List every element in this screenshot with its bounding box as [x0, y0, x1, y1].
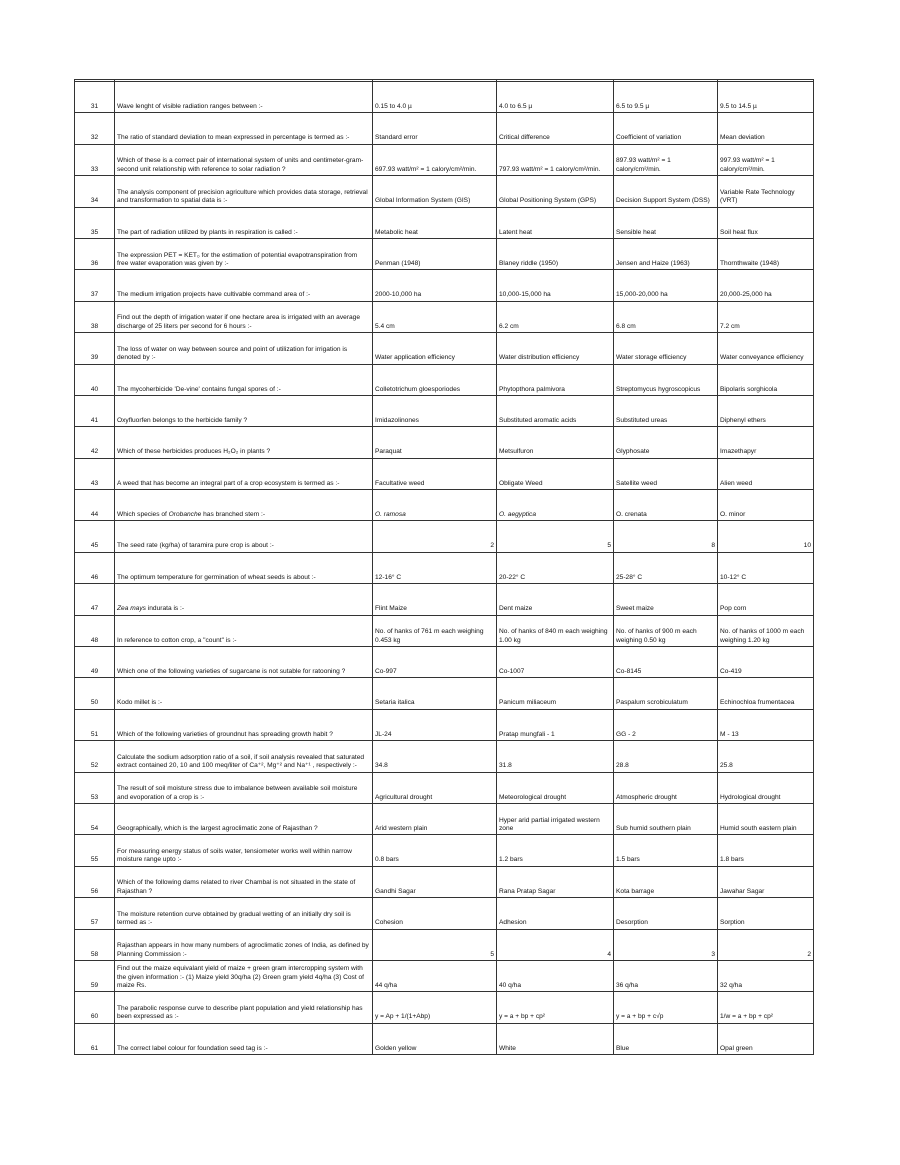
option-a: y = Ap + 1/(1+Abp): [373, 992, 497, 1023]
option-c: O. crenata: [614, 490, 718, 521]
option-a: Setaria italica: [373, 678, 497, 709]
option-c: 15,000-20,000 ha: [614, 270, 718, 301]
question-text: The loss of water on way between source and point of utilization for irrigation is denoted by :-: [115, 333, 373, 364]
question-number: 46: [75, 552, 115, 583]
question-number: 49: [75, 647, 115, 678]
option-d: 10-12° C: [718, 552, 814, 583]
option-b: No. of hanks of 840 m each weighing 1.00 kg: [497, 615, 614, 646]
question-text: The optimum temperature for germination of wheat seeds is about :-: [115, 552, 373, 583]
option-c: Sweet maize: [614, 584, 718, 615]
option-d: 1/w = a + bp + cp²: [718, 992, 814, 1023]
option-a: Paraquat: [373, 427, 497, 458]
table-row: [75, 333, 814, 364]
question-table: [74, 79, 814, 1055]
question-number: 48: [75, 615, 115, 646]
option-b: Meteorological drought: [497, 772, 614, 803]
question-number: 55: [75, 835, 115, 866]
option-c: 25-28° C: [614, 552, 718, 583]
option-b: Global Positioning System (GPS): [497, 176, 614, 207]
option-b: 6.2 cm: [497, 301, 614, 332]
option-b: Substituted aromatic acids: [497, 395, 614, 426]
question-text: Which of these herbicides produces H₂O₂ in plants ?: [115, 427, 373, 458]
question-text: For measuring energy status of soils water, tensiometer works well within narrow moisture range upto :-: [115, 835, 373, 866]
question-text: Which of the following dams related to river Chambal is not situated in the state of Rajasthan ?: [115, 866, 373, 897]
option-a: Flint Maize: [373, 584, 497, 615]
table-row: [75, 552, 814, 583]
option-a: 2: [373, 521, 497, 552]
question-number: 33: [75, 144, 115, 175]
option-d: Soil heat flux: [718, 207, 814, 238]
option-a: Colletotrichum gloesporiodes: [373, 364, 497, 395]
option-c: Paspalum scrobiculatum: [614, 678, 718, 709]
table-row: [75, 1023, 814, 1054]
option-c: 6.8 cm: [614, 301, 718, 332]
option-c: Jensen and Haize (1963): [614, 238, 718, 269]
option-d: Water conveyance efficiency: [718, 333, 814, 364]
option-b: Water distribution efficiency: [497, 333, 614, 364]
question-text: [115, 490, 373, 521]
question-text: Rajasthan appears in how many numbers of agroclimatic zones of India, as defined by Planning Commission :-: [115, 929, 373, 960]
option-b: Co-1007: [497, 647, 614, 678]
question-number: 53: [75, 772, 115, 803]
option-c: Coefficient of variation: [614, 113, 718, 144]
table-row: [75, 835, 814, 866]
option-a: 697.93 watt/m² = 1 calory/cm²/min.: [373, 144, 497, 175]
question-text: Geographically, which is the largest agroclimatic zone of Rajasthan ?: [115, 803, 373, 834]
option-a: Agricultural drought: [373, 772, 497, 803]
question-text-suffix: has branched stem :-: [201, 511, 266, 519]
option-c: Water storage efficiency: [614, 333, 718, 364]
option-d: Sorption: [718, 898, 814, 929]
option-b: Dent maize: [497, 584, 614, 615]
option-a: 12-16° C: [373, 552, 497, 583]
question-number: 44: [75, 490, 115, 521]
table-row: [75, 458, 814, 489]
option-b: 20-22° C: [497, 552, 614, 583]
option-d: Diphenyl ethers: [718, 395, 814, 426]
question-number: 36: [75, 238, 115, 269]
option-b: Pratap mungfali - 1: [497, 709, 614, 740]
option-d: Opal green: [718, 1023, 814, 1054]
question-number: 39: [75, 333, 115, 364]
question-text: Kodo millet is :-: [115, 678, 373, 709]
question-number: 54: [75, 803, 115, 834]
option-d: Hydrological drought: [718, 772, 814, 803]
table-row: [75, 898, 814, 929]
option-a: Standard error: [373, 113, 497, 144]
option-c: No. of hanks of 900 m each weighing 0.50 kg: [614, 615, 718, 646]
table-row: [75, 82, 814, 113]
option-c: Substituted ureas: [614, 395, 718, 426]
option-d: 9.5 to 14.5 µ: [718, 82, 814, 113]
question-text: The parabolic response curve to describe plant population and yield relationship has been expressed as :-: [115, 992, 373, 1023]
table-row: [75, 301, 814, 332]
option-d: Pop corn: [718, 584, 814, 615]
option-b: Critical difference: [497, 113, 614, 144]
question-text: [115, 584, 373, 615]
question-text: The analysis component of precision agriculture which provides data storage, retrieval and transformation to spatial data is :-: [115, 176, 373, 207]
option-c: 36 q/ha: [614, 960, 718, 991]
option-b: 31.8: [497, 741, 614, 772]
option-a: 44 q/ha: [373, 960, 497, 991]
question-text: Which one of the following varieties of sugarcane is not sutable for ratooning ?: [115, 647, 373, 678]
option-c: Kota barrage: [614, 866, 718, 897]
option-a: 0.15 to 4.0 µ: [373, 82, 497, 113]
question-number: 50: [75, 678, 115, 709]
table-row: [75, 270, 814, 301]
question-number: 57: [75, 898, 115, 929]
option-a: O. ramosa: [373, 490, 497, 521]
question-text: The medium irrigation projects have cultivable command area of :-: [115, 270, 373, 301]
option-a: JL-24: [373, 709, 497, 740]
table-row: [75, 584, 814, 615]
option-d: Mean deviation: [718, 113, 814, 144]
table-row: [75, 176, 814, 207]
question-number: 34: [75, 176, 115, 207]
question-text: Calculate the sodium adsorption ratio of a soil, if soil analysis revealed that saturated extract contained 20, 10 and 100 meq/liter of Ca⁺², Mg⁺² and Na⁺¹ , respectively :-: [115, 741, 373, 772]
question-number: 61: [75, 1023, 115, 1054]
option-a: Water application efficiency: [373, 333, 497, 364]
option-c: Satellite weed: [614, 458, 718, 489]
option-c: Decision Support System (DSS): [614, 176, 718, 207]
option-d: Imazethapyr: [718, 427, 814, 458]
option-c: Sub humid southern plain: [614, 803, 718, 834]
option-d: 1.8 bars: [718, 835, 814, 866]
question-number: 31: [75, 82, 115, 113]
option-a: 34.8: [373, 741, 497, 772]
table-row: [75, 866, 814, 897]
table-row: [75, 395, 814, 426]
question-text: In reference to cotton crop, a "count" is :-: [115, 615, 373, 646]
option-b: 1.2 bars: [497, 835, 614, 866]
question-text: The seed rate (kg/ha) of taramira pure crop is about :-: [115, 521, 373, 552]
question-number: 37: [75, 270, 115, 301]
option-a: 5: [373, 929, 497, 960]
question-text: A weed that has become an integral part of a crop ecosystem is termed as :-: [115, 458, 373, 489]
option-d: 7.2 cm: [718, 301, 814, 332]
option-d: 25.8: [718, 741, 814, 772]
question-number: 60: [75, 992, 115, 1023]
question-number: 32: [75, 113, 115, 144]
option-d: Co-419: [718, 647, 814, 678]
question-text: The moisture retention curve obtained by gradual wetting of an initially dry soil is termed as :-: [115, 898, 373, 929]
option-a: Global Information System (GIS): [373, 176, 497, 207]
option-b: Blaney riddle (1950): [497, 238, 614, 269]
option-a: Arid western plain: [373, 803, 497, 834]
table-row: [75, 427, 814, 458]
question-number: 58: [75, 929, 115, 960]
option-c: 3: [614, 929, 718, 960]
option-a: 0.8 bars: [373, 835, 497, 866]
question-text: Which of these is a correct pair of international system of units and centimeter-gram-second unit relationship with reference to solar radiation ?: [115, 144, 373, 175]
table-row: [75, 238, 814, 269]
option-c: GG - 2: [614, 709, 718, 740]
table-row: [75, 364, 814, 395]
option-a: Facultative weed: [373, 458, 497, 489]
option-d: 997.93 watt/m² = 1 calory/cm²/min.: [718, 144, 814, 175]
question-text: Find out the maize equivalant yield of maize + green gram intercropping system with the given information :- (1) Maize yield 30q/ha (2) Green gram yield 4q/ha (3) Cost of maize Rs.: [115, 960, 373, 991]
option-d: Humid south eastern plain: [718, 803, 814, 834]
question-text: Find out the depth of irrigation water if one hectare area is irrigated with an average discharge of 25 liters per second for 6 hours :-: [115, 301, 373, 332]
question-number: 35: [75, 207, 115, 238]
table-row: [75, 490, 814, 521]
table-row: [75, 144, 814, 175]
option-c: 6.5 to 9.5 µ: [614, 82, 718, 113]
option-c: 897.93 watt/m² = 1 calory/cm²/min.: [614, 144, 718, 175]
option-d: 20,000-25,000 ha: [718, 270, 814, 301]
option-b: 4: [497, 929, 614, 960]
option-c: Sensible heat: [614, 207, 718, 238]
question-number: 42: [75, 427, 115, 458]
option-b: Obligate Weed: [497, 458, 614, 489]
option-d: Alien weed: [718, 458, 814, 489]
option-d: Thornthwaite (1948): [718, 238, 814, 269]
option-d: Bipolaris sorghicola: [718, 364, 814, 395]
table-row: [75, 960, 814, 991]
option-d: O. minor: [718, 490, 814, 521]
option-a: Metabolic heat: [373, 207, 497, 238]
question-number: 47: [75, 584, 115, 615]
option-b: 4.0 to 6.5 µ: [497, 82, 614, 113]
species-name: Zea mays: [117, 605, 146, 613]
option-b: 40 q/ha: [497, 960, 614, 991]
option-b: Hyper arid partial irrigated western zone: [497, 803, 614, 834]
option-d: No. of hanks of 1000 m each weighing 1.20 kg: [718, 615, 814, 646]
table-row: [75, 929, 814, 960]
table-row: [75, 992, 814, 1023]
table-row: [75, 207, 814, 238]
option-b: 797.93 watt/m² = 1 calory/cm²/min.: [497, 144, 614, 175]
option-b: Rana Pratap Sagar: [497, 866, 614, 897]
table-row: [75, 647, 814, 678]
question-number: 59: [75, 960, 115, 991]
option-b: White: [497, 1023, 614, 1054]
question-number: 41: [75, 395, 115, 426]
option-a: Golden yellow: [373, 1023, 497, 1054]
question-text: The ratio of standard deviation to mean expressed in percentage is termed as :-: [115, 113, 373, 144]
option-b: Phytopthora palmivora: [497, 364, 614, 395]
option-d: 2: [718, 929, 814, 960]
table-row: [75, 803, 814, 834]
table-row: [75, 113, 814, 144]
table-row: [75, 709, 814, 740]
question-text: The expression PET = KET₀ for the estimation of potential evapotranspiration from free water evaporation was given by :-: [115, 238, 373, 269]
question-text: The part of radiation utilized by plants in respiration is called :-: [115, 207, 373, 238]
option-b: O. aegyptica: [497, 490, 614, 521]
option-a: Gandhi Sagar: [373, 866, 497, 897]
option-b: Latent heat: [497, 207, 614, 238]
option-b: Metsulfuron: [497, 427, 614, 458]
option-b: Adhesion: [497, 898, 614, 929]
option-c: Glyphosate: [614, 427, 718, 458]
table-row: [75, 521, 814, 552]
option-c: Desorption: [614, 898, 718, 929]
option-d: 32 q/ha: [718, 960, 814, 991]
option-d: 10: [718, 521, 814, 552]
table-row: [75, 772, 814, 803]
option-d: Variable Rate Technology (VRT): [718, 176, 814, 207]
question-text: Oxyfluorfen belongs to the herbicide family ?: [115, 395, 373, 426]
option-c: y = a + bp + c√p: [614, 992, 718, 1023]
question-text: Which of the following varieties of groundnut has spreading growth habit ?: [115, 709, 373, 740]
question-number: 56: [75, 866, 115, 897]
option-a: 2000-10,000 ha: [373, 270, 497, 301]
option-c: Atmospheric drought: [614, 772, 718, 803]
option-b: 5: [497, 521, 614, 552]
question-text: Wave lenght of visible radiation ranges between :-: [115, 82, 373, 113]
option-a: Cohesion: [373, 898, 497, 929]
table-row: [75, 741, 814, 772]
option-c: Co-8145: [614, 647, 718, 678]
question-number: 40: [75, 364, 115, 395]
question-number: 51: [75, 709, 115, 740]
genus-name: Orobanche: [168, 511, 202, 519]
option-b: y = a + bp + cp²: [497, 992, 614, 1023]
question-text: The correct label colour for foundation seed tag is :-: [115, 1023, 373, 1054]
question-text: The mycoherbicide 'De-vine' contains fungal spores of :-: [115, 364, 373, 395]
option-a: Penman (1948): [373, 238, 497, 269]
table-row: [75, 678, 814, 709]
option-d: Echinochloa frumentacea: [718, 678, 814, 709]
option-a: Imidazolinones: [373, 395, 497, 426]
option-a: 5.4 cm: [373, 301, 497, 332]
option-c: 1.5 bars: [614, 835, 718, 866]
option-c: Blue: [614, 1023, 718, 1054]
question-number: 52: [75, 741, 115, 772]
option-d: M - 13: [718, 709, 814, 740]
option-b: 10,000-15,000 ha: [497, 270, 614, 301]
option-d: Jawahar Sagar: [718, 866, 814, 897]
option-c: Streptomycus hygroscopicus: [614, 364, 718, 395]
question-number: 38: [75, 301, 115, 332]
option-c: 28.8: [614, 741, 718, 772]
table-row: [75, 615, 814, 646]
question-text-prefix: Which species of: [117, 511, 169, 519]
option-b: Panicum miliaceum: [497, 678, 614, 709]
option-a: No. of hanks of 761 m each weighing 0.453 kg: [373, 615, 497, 646]
question-number: 43: [75, 458, 115, 489]
option-a: Co-997: [373, 647, 497, 678]
question-text-suffix: indurata is :-: [145, 605, 185, 613]
question-number: 45: [75, 521, 115, 552]
question-text: The result of soil moisture stress due to imbalance between available soil moisture and evoporation of a crop is :-: [115, 772, 373, 803]
option-c: 8: [614, 521, 718, 552]
